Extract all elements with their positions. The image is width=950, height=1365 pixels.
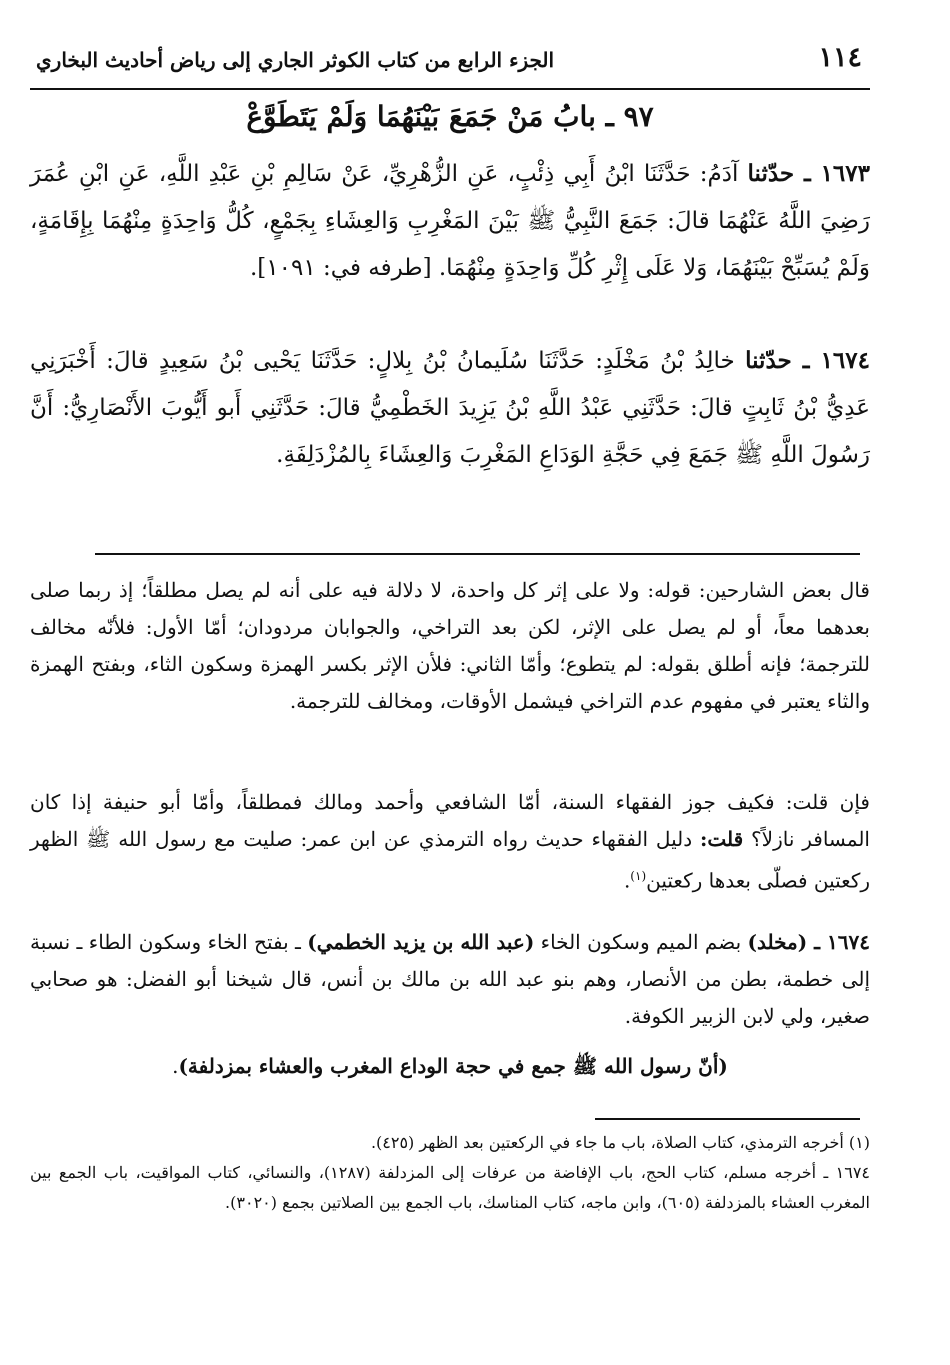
commentary-text: بضم الميم وسكون الخاء (534, 930, 748, 954)
chapter-title: ٩٧ ـ بابُ مَنْ جَمَعَ بَيْنَهُمَا وَلَمْ يَتَطَوَّعْ (246, 100, 654, 133)
hadith-number: ١٦٧٤ ـ حدّثنا (745, 347, 870, 374)
footnote-divider (595, 1118, 860, 1120)
commentary-text: . (172, 1054, 179, 1078)
hadith-1673 (30, 150, 870, 292)
commentary-bold: (عبد الله بن يزيد الخطمي) (307, 930, 535, 954)
page-header (30, 40, 870, 90)
commentary-paragraph: قال بعض الشارحين: قوله: ولا على إثر كل واحدة، لا دلالة فيه على أنه لم يصل مطلقاً؛ إذ ربما صلى بعدهما معاً، أو لم يصل على الإثر، لكن بعد التراخي، والجوابان مردودان؛ أمّا الأول: فلأنّه مخالف للترجمة؛ فإنه أطلق بقوله: لم يتطوع؛ وأمّا الثاني: فلأن الإثر بكسر الهمزة وسكون الثاء، وبفتح الهمزة والثاء يعتبر في مفهوم عدم التراخي فيشمل الأوقات، ومخالف للترجمة. (30, 578, 870, 713)
commentary-paragraph (30, 924, 870, 1035)
footnotes (30, 1128, 870, 1218)
commentary-bold: ١٦٧٤ ـ (مخلد) (747, 930, 871, 954)
commentary-text: ـ بفتح الخاء وسكون الطاء ـ نسبة إلى خطمة، بطن من الأنصار، وهم بنو عبد الله بن مالك بن أنس، قال شيخنا أبو الفضل: هو صحابي صغير، ولي لابن الزبير الكوفة. (30, 930, 870, 1028)
commentary-text: دليل الفقهاء حديث رواه الترمذي عن ابن عمر: صليت مع رسول الله ﷺ الظهر ركعتين فصلّى بعدها ركعتين (30, 827, 870, 893)
page-number: ١١٤ (818, 42, 862, 73)
hadith-text: آدَمُ: حَدَّثَنَا ابْنُ أَبِي ذِئْبٍ، عَنِ الزُّهْرِيِّ، عَنْ سَالِمِ بْنِ عَبْدِ اللَّهِ، عَنِ ابْنِ عُمَرَ رَضِيَ اللَّهُ عَنْهُمَا قالَ: جَمَعَ النَّبِيُّ ﷺ بَيْنَ المَغْرِبِ وَالعِشَاءِ بِجَمْعٍ، كُلُّ وَاحِدَةٍ مِنْهُمَا بِإِقَامَةٍ، وَلَمْ يُسَبِّحْ بَيْنَهُمَا، وَلا عَلَى إِثْرِ كُلِّ وَاحِدَةٍ مِنْهُمَا. [طرفه في: ١٠٩١]. (30, 161, 870, 281)
commentary-text: . (623, 868, 631, 893)
footnote-1674: ١٦٧٤ ـ أخرجه مسلم، كتاب الحج، باب الإفاضة من عرفات إلى المزدلفة (١٢٨٧)، والنسائي، كتاب المواقيت، باب الجمع بين المغرب العشاء بالمزدلفة (٦٠٥)، وابن ماجه، كتاب المناسك، باب الجمع بين الصلاتين بجمع (٣٠٢٠). (30, 1163, 870, 1212)
hadith-1674 (30, 337, 870, 479)
commentary-paragraph (30, 784, 870, 900)
commentary-bold: قلت: (699, 827, 744, 851)
commentary-bold: (أنّ رسول الله ﷺ جمع في حجة الوداع المغرب والعشاء بمزدلفة) (178, 1054, 728, 1078)
commentary-divider (95, 553, 860, 555)
hadith-number: ١٦٧٣ ـ حدّثنا (747, 160, 870, 187)
footnote-1: (١) أخرجه الترمذي، كتاب الصلاة، باب ما جاء في الركعتين بعد الظهر (٤٢٥). (370, 1133, 870, 1152)
running-title: الجزء الرابع من كتاب الكوثر الجاري إلى رياض أحاديث البخاري (36, 48, 555, 72)
commentary-paragraph (30, 1048, 870, 1085)
hadith-text: خالِدُ بْنُ مَخْلَدٍ: حَدَّثَنَا سُلَيمانُ بْنُ بِلالٍ: حَدَّثَنَا يَحْيى بْنُ سَعِيدٍ قالَ: أَخْبَرَنِي عَدِيُّ بْنُ ثَابِتٍ قالَ: حَدَّثَنِي عَبْدُ اللَّهِ بْنُ يَزِيدَ الخَطْمِيُّ قالَ: حَدَّثَنِي أَبو أَيُّوبَ الأَنْصَارِيُّ: أَنَّ رَسُولَ اللَّهِ ﷺ جَمَعَ فِي حَجَّةِ الوَدَاعِ المَغْرِبَ وَالعِشَاءَ بِالمُزْدَلِفَةِ. (30, 348, 870, 468)
footnote-ref: (١) (630, 869, 647, 883)
commentary-text: فإن قلت: فكيف جوز الفقهاء السنة، أمّا الشافعي وأحمد ومالك فمطلقاً، وأمّا أبو حنيفة إذا كان المسافر نازلاً؟ (30, 790, 870, 851)
